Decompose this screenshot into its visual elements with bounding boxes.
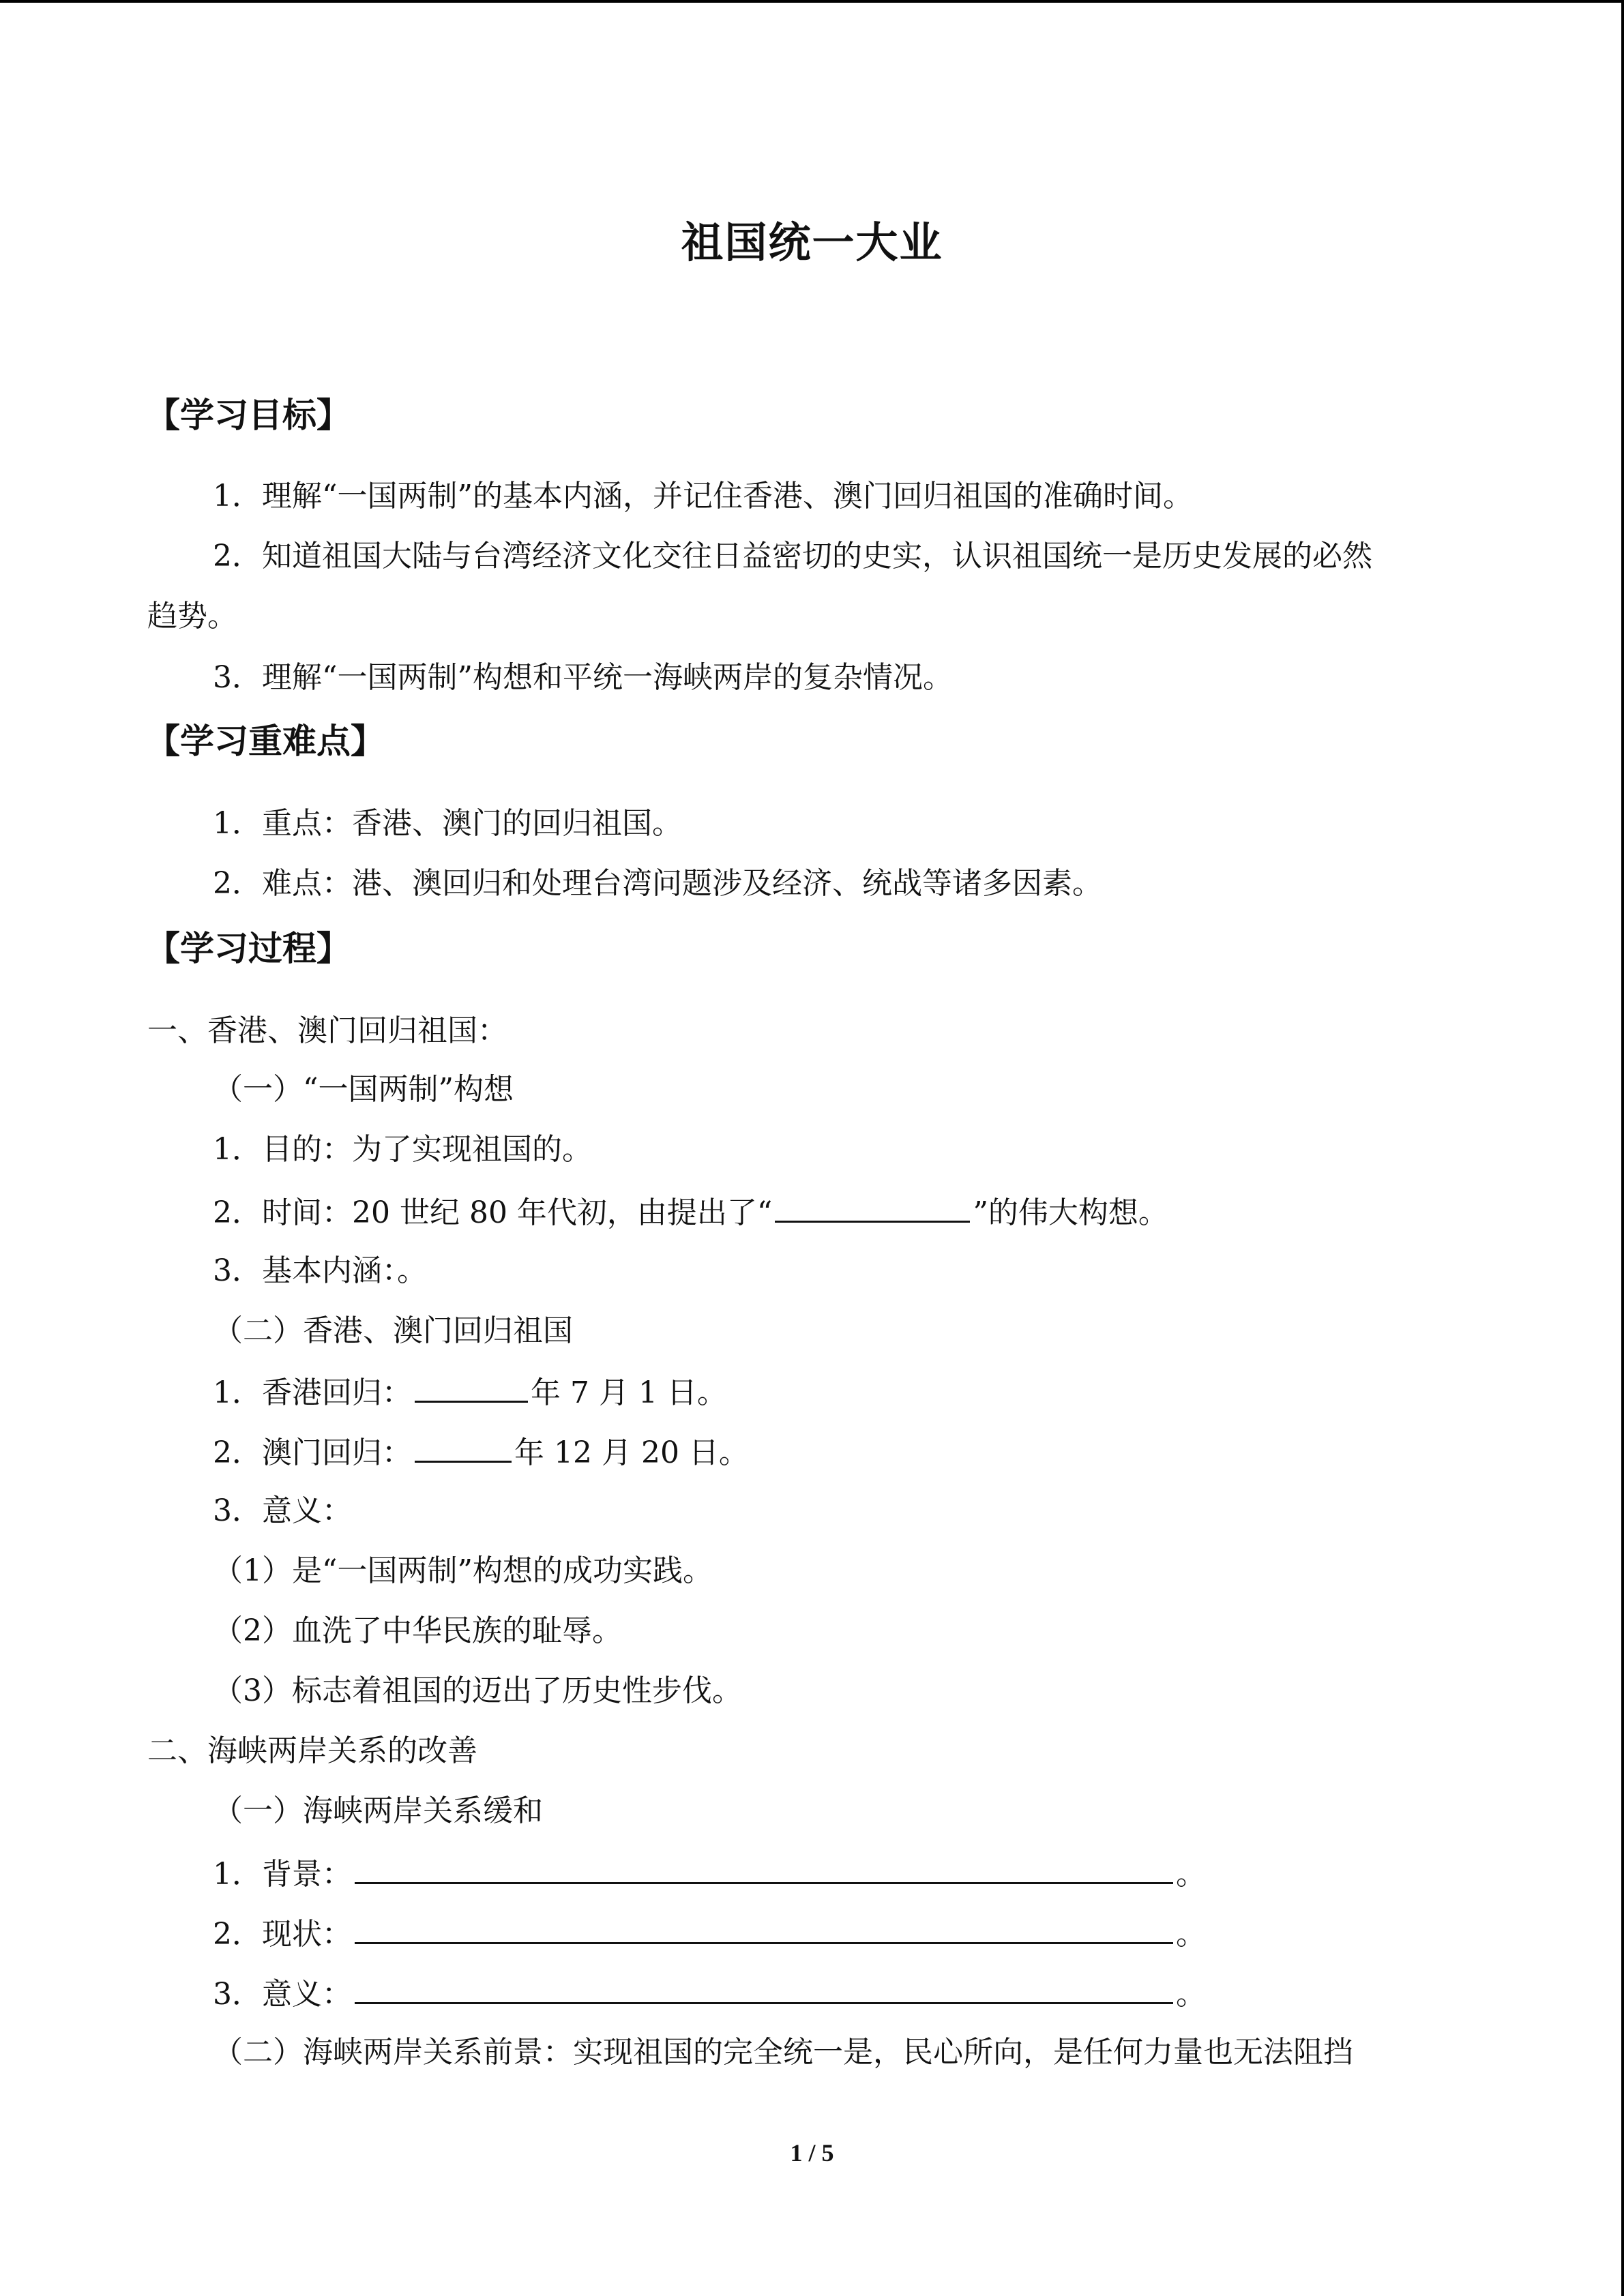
status-line	[213, 1912, 1206, 1953]
hk-text-after: 年 7 月 1 日。	[531, 1375, 727, 1410]
part1-title: 一、香港、澳门回归祖国：	[147, 1013, 507, 1048]
macau-year-blank[interactable]	[415, 1431, 512, 1463]
process-heading: 【学习过程】	[146, 929, 351, 968]
meaning-line	[213, 1972, 1206, 2013]
key-point: 1．重点：香港、澳门的回归祖国。	[213, 806, 682, 841]
status-blank[interactable]	[355, 1912, 1173, 1944]
meaning-blank[interactable]	[355, 1972, 1173, 2004]
purpose-line: 1．目的：为了实现祖国的。	[213, 1132, 592, 1167]
page-title: 祖国统一大业	[681, 218, 943, 267]
key-points-heading: 【学习重难点】	[146, 721, 385, 761]
status-period: 。	[1176, 1917, 1206, 1952]
objective-2: 2．知道祖国大陆与台湾经济文化交往日益密切的史实，认识祖国统一是历史发展的必然	[213, 539, 1372, 573]
significance-3: （3）标志着祖国的迈出了历史性步伐。	[213, 1673, 742, 1708]
part2-title: 二、海峡两岸关系的改善	[147, 1733, 477, 1768]
time-line	[213, 1191, 1168, 1232]
macau-text-before: 2．澳门回归：	[213, 1435, 412, 1470]
page-number: 1 / 5	[790, 2139, 834, 2166]
hk-return-line	[213, 1371, 727, 1412]
significance-2: （2）血洗了中华民族的耻辱。	[213, 1613, 622, 1648]
objective-3: 3．理解“一国两制”构想和平统一海峡两岸的复杂情况。	[213, 660, 953, 695]
hk-year-blank[interactable]	[415, 1371, 528, 1403]
time-text-before: 2．时间：20 世纪 80 年代初，由提出了“	[213, 1195, 773, 1230]
part2-subheading-1: （一）海峡两岸关系缓和	[213, 1793, 543, 1828]
part1-subheading-1: （一）“一国两制”构想	[213, 1072, 514, 1107]
objective-2-continued: 趋势。	[147, 599, 237, 633]
time-text-after: ”的伟大构想。	[973, 1195, 1168, 1230]
time-blank[interactable]	[775, 1191, 970, 1223]
significance-1: （1）是“一国两制”构想的成功实践。	[213, 1553, 713, 1588]
basic-meaning-line: 3．基本内涵：。	[213, 1253, 427, 1288]
macau-return-line	[213, 1431, 749, 1472]
objective-1: 1．理解“一国两制”的基本内涵，并记住香港、澳门回归祖国的准确时间。	[213, 479, 1193, 513]
difficult-point: 2．难点：港、澳回归和处理台湾问题涉及经济、统战等诸多因素。	[213, 866, 1102, 901]
background-line	[213, 1852, 1206, 1893]
objectives-heading: 【学习目标】	[146, 396, 351, 435]
background-period: 。	[1176, 1857, 1206, 1892]
background-blank[interactable]	[355, 1852, 1173, 1884]
part2-subheading-2: （二）海峡两岸关系前景：实现祖国的完全统一是，民心所向，是任何力量也无法阻挡	[213, 2035, 1353, 2070]
status-label: 2．现状：	[213, 1917, 352, 1952]
part1-subheading-2: （二）香港、澳门回归祖国	[213, 1313, 573, 1348]
meaning-label: 3．意义：	[213, 1977, 352, 2012]
hk-text-before: 1．香港回归：	[213, 1375, 412, 1410]
meaning-period: 。	[1176, 1977, 1206, 2012]
background-label: 1．背景：	[213, 1857, 352, 1892]
macau-text-after: 年 12 月 20 日。	[514, 1435, 749, 1470]
significance-line: 3．意义：	[213, 1493, 352, 1528]
